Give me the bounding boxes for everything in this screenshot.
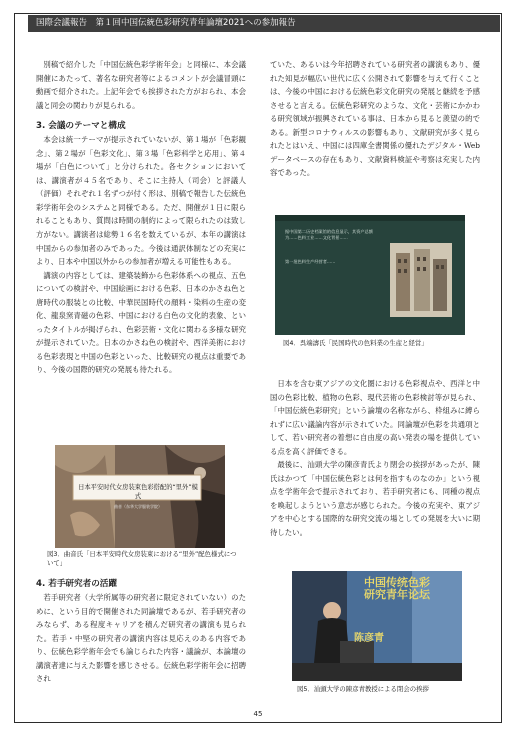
section-3-heading: 3. 会議のテーマと構成 (36, 121, 126, 132)
figure-5-image (292, 571, 462, 681)
section-3-paragraph-1: 本会は統一テーマが提示されていないが、第１場が「色彩観念」、第２場が「色彩文化」、第３場「色彩科学と応用」、第４場が「白色について」と分けられた。各セクションにおいては、講演者が４５名であり、そこに主持人（司会）と評議人（評価）それぞれ１名ずつが付く形は、別稿で報告した伝統色彩学術年会のシステムと同様である。ただ、開催が１日に限られることもあり、質問は時間の制約によって限られたのは致し方がない。講演者は総勢１６名を数えているが、本年の講演は中国からの参加者のみであった。今後は通訳体制などの充実により、日本や中国以外からの参加者が増える可能性もある。 (36, 135, 246, 267)
left-column-bottom (36, 578, 246, 686)
continued-paragraph: ていた、あるいは今年招聘されている研究者の講演もあり、優れた知見が幅広い世代に広く公開されて影響を与えて行くことは、今後の中国における伝統色彩文化研究の発展と継続を予感させると言える。伝統色彩研究のような、文化・芸術にかかわる研究領域が振興されている事は、日本から見ると羨望の的である。新型コロナウィルスの影響もあり、文献研究が多く見られたとはいえ、中国には四庫全書関係の優れたデジタル・Webデータベースの存在もあり、文献資料検証や考察は充実した内容であった。 (270, 60, 480, 178)
figure-3-slide-author: 曲音（东华大学服装学院） (114, 504, 162, 509)
right-column-top (270, 58, 480, 180)
figure-5-caption: 図5．汕頭大学の陳彦青教授による閉会の挨拶 (297, 685, 429, 693)
running-header: 国際会議報告 第１回中国伝統色彩研究青年論壇2021への参加報告 (28, 15, 500, 32)
right-paragraph-2: 日本を含む東アジアの文化圏における色彩視点や、西洋と中国の色彩比較、植物の色彩、現代芸術の色彩検討等が見られ、「中国伝統色彩研究」という論壇の名称ながら、枠組みに縛られずに広い議論内容が示されていた。同論壇が色彩を共通項として、若い研究者の着想に自由度の高い発表の場を提供している点を高く評価できる。 (270, 379, 480, 456)
figure-3-slide-title: 日本平安时代女房装束色彩搭配的“里外”模式 (78, 484, 198, 500)
figure-3-image (55, 445, 225, 548)
right-paragraph-3: 最後に、汕頭大学の陳彦青氏より閉会の挨拶があったが、陳氏はかつて「中国伝統色彩とは何を指すものなのか」という視点を学術年会で提示されており、若手研究者にも、同種の視点を喚起しようという意志が感じられた。今後の充実や、東アジアを中心とする国際的な研究交流の場としての発展を大いに期待したい。 (270, 460, 480, 538)
section-3-paragraph-2: 講演の内容としては、建築装飾から色彩体系への視点、五色についての検討や、中国絵画における色彩、日本のかさね色と唐時代の服装との比較、中華民国時代の顔料・染料の生産の変化、龍泉窯青磁の色彩、中国における白色の文化的表象、といったタイトルが掲げられ、色彩芸術・文化に関わる多様な研究が提示されていた。日本のかさね色の検討や、西洋美術における色彩表現と中国の色彩といった、比較研究の視点は重要であり、今後の国際的研究の発展も待たれる。 (36, 270, 246, 375)
right-column-middle (270, 377, 480, 540)
figure-3-caption: 図3．曲音氏「日本平安時代女房装束における“里外”配色様式について」 (47, 550, 237, 567)
figure-4-image (275, 215, 465, 335)
figure-4-slide-text-2: 第一批色料生产经营者…… (285, 259, 336, 264)
left-column-top (36, 58, 246, 377)
figure-4-caption: 図4．呉端濤氏「民国時代の色料業の生産と経営」 (283, 339, 428, 347)
section-4-heading: 4. 若手研究者の活躍 (36, 579, 117, 589)
figure-4-slide-text-1: 据中国第二历史档案馆的信息显示，其资产总额为……色料工业……文化背景…… (285, 229, 373, 240)
figure-5-banner-text: 中国传统色彩研究青年论坛 (364, 576, 430, 601)
page-number: 45 (253, 710, 263, 718)
intro-paragraph: 別稿で紹介した「中国伝統色彩学術年会」と同様に、本会議開催にあたって、著名な研究者等によるコメントが会議冒頭に動画で紹介された。上記年会でも挨拶された方がおられ、本会議と同会の関わりが見られる。 (36, 60, 246, 110)
figure-5-speaker-name: 陈彦青 (354, 633, 384, 644)
section-4-paragraph-1: 若手研究者（大学所属等の研究者に限定されていない）のために、という目的で開催された同論壇であるが、若手研究者のみならず、ある程度キャリアを積んだ研究者の講演も見られた。若手・中堅の研究者の講演内容は見応えのある内容であり、伝統色彩学術年会でも論じられた内容・議論が、本論壇の講演者達に与えた影響を感じさせる。伝統色彩学術年会に招聘され (36, 593, 246, 684)
